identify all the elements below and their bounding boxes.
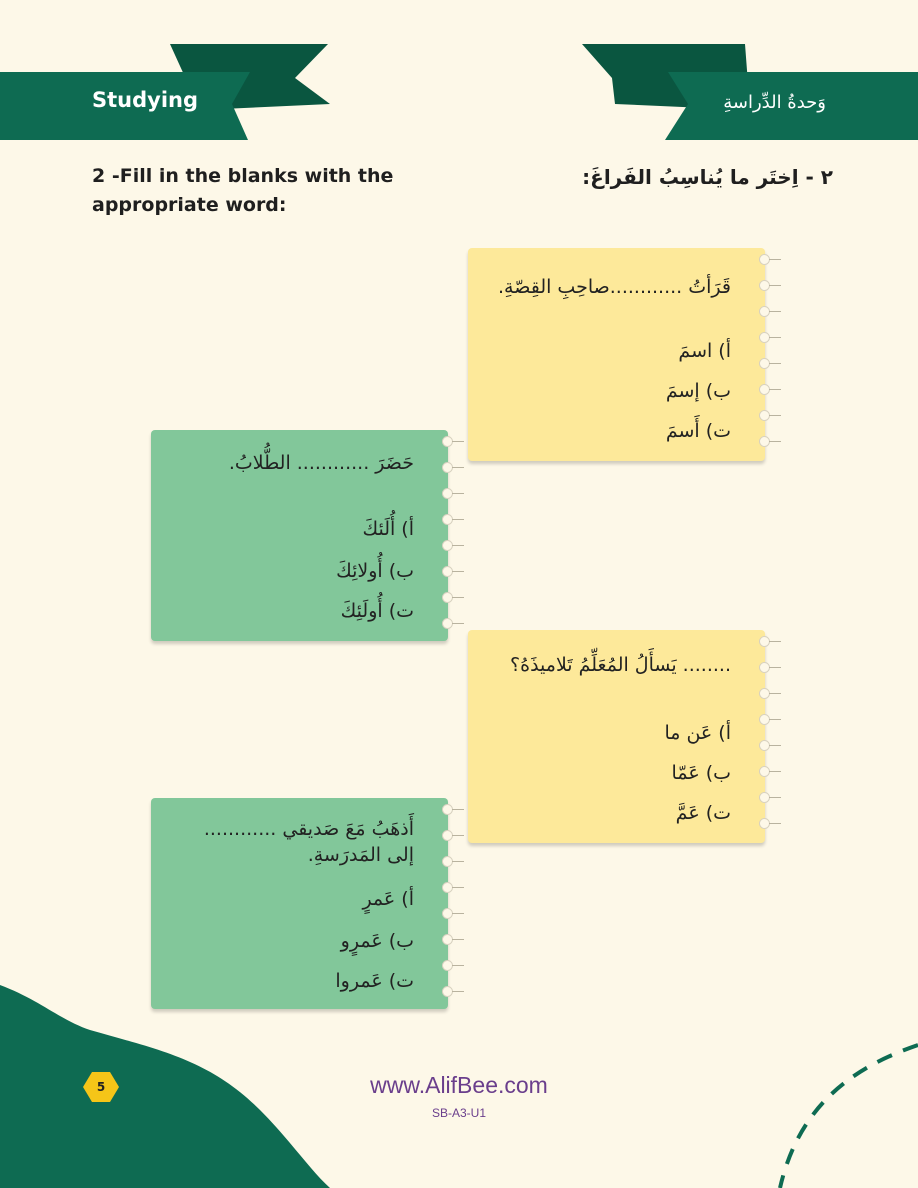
question-card-4 [151,798,448,1009]
instruction-arabic: ٢ - اِختَر ما يُناسِبُ الفَراغَ: [582,165,833,189]
option-c[interactable]: ت) عَمروا [335,970,414,992]
footer-code: SB-A3-U1 [431,1106,487,1120]
notebook-rings [752,248,770,461]
option-c[interactable]: ت) أَسمَ [665,420,731,442]
option-c[interactable]: ت) أُولَئِكَ [340,600,414,622]
option-a[interactable]: أ) عَن ما [664,722,731,744]
option-c[interactable]: ت) عَمَّ [675,802,731,824]
option-b[interactable]: ب) عَمّا [671,762,731,784]
page-number: 5 [96,1080,106,1094]
option-b[interactable]: ب) إسمَ [665,380,731,402]
instruction-english: 2 -Fill in the blanks with the appropriate word: [92,165,394,216]
question-text: ........ يَسأَلُ المُعَلِّمُ تَلاميذَهُ؟ [510,654,731,676]
footer-website-link[interactable]: www.AlifBee.com [370,1072,548,1098]
notebook-rings [752,630,770,843]
option-a[interactable]: أ) اسمَ [678,340,731,362]
question-text: حَضَرَ ............ الطُّلابُ. [228,452,414,474]
option-a[interactable]: أ) أُلَئكَ [362,518,414,540]
question-text: قَرَأتُ ............صاحِبِ القِصّةِ. [498,276,731,298]
notebook-rings [435,798,453,1009]
section-title-arabic: وَحدةُ الدِّراسةِ [723,92,826,113]
question-card-3 [468,630,765,843]
question-text-line-2: إلى المَدرَسةِ. [307,844,414,866]
option-b[interactable]: ب) عَمرٍو [340,930,414,952]
notebook-rings [435,430,453,641]
option-a[interactable]: أ) عَمرٍ [362,888,414,910]
option-b[interactable]: ب) أُولائِكَ [336,560,414,582]
question-text-line-1: أَذهَبُ مَعَ صَديقي ............ [203,818,414,840]
question-card-2 [151,430,448,641]
section-title-english: Studying [92,88,199,112]
question-card-1 [468,248,765,461]
